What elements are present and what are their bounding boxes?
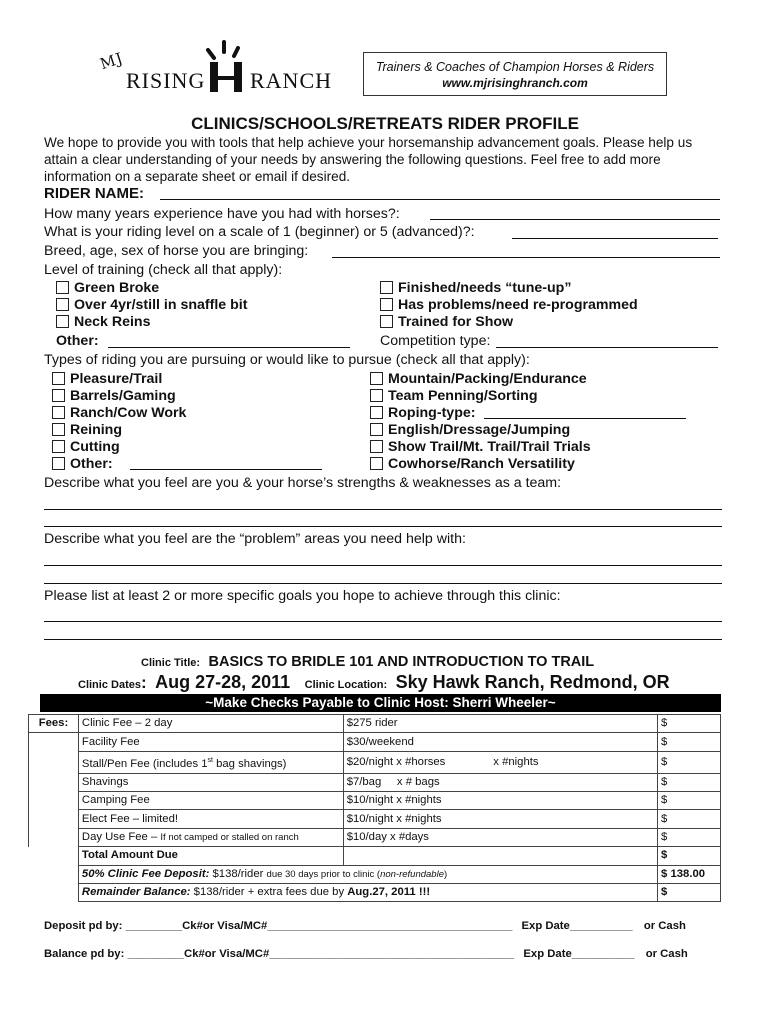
fee-item: Clinic Fee – 2 day [78,715,343,733]
checkbox[interactable] [380,298,393,311]
clinic-dates-label: Clinic Dates [78,679,141,691]
option-label: Over 4yr/still in snaffle bit [74,297,248,313]
fee-price: $30/weekend [343,733,657,751]
option-label: Cutting [70,439,120,455]
option-label: Ranch/Cow Work [70,405,187,421]
logo-h-icon [204,40,248,96]
checkbox[interactable] [52,440,65,453]
training-question: Level of training (check all that apply): [44,262,283,278]
balance-paid-row[interactable] [44,948,688,960]
total-amount[interactable]: $ [658,847,721,865]
other-field[interactable] [108,347,350,348]
problem-line[interactable] [44,583,722,584]
empty-cell [343,847,657,865]
horse-question: Breed, age, sex of horse you are bringing: [44,243,309,259]
balance-paid-text: Balance pd by: _________Ck#or Visa/MC#_______________________________________ [44,948,515,960]
fee-amount[interactable]: $ [658,810,721,828]
checkbox[interactable] [52,423,65,436]
deposit-note: ) [443,868,448,880]
fee-item: Camping Fee [78,791,343,809]
table-row [29,715,721,733]
fee-item-note: If not camped or stalled on ranch [160,831,299,843]
fee-item: Elect Fee – limited! [78,810,343,828]
clinic-location-label: Clinic Location: [304,679,388,691]
training-option[interactable] [380,280,571,298]
intro-line: We hope to provide you with tools that help achieve your horsemanship advancement goals. Please help us [44,135,693,150]
fee-item-text: Stall/Pen Fee (includes 1 [81,757,208,770]
checkbox[interactable] [370,372,383,385]
page-title: CLINICS/SCHOOLS/RETREATS RIDER PROFILE [191,114,579,133]
riding-option[interactable] [52,456,113,474]
horse-field[interactable] [332,257,720,258]
goals-line[interactable] [44,621,722,622]
empty-cell [29,865,79,883]
riding-other-field[interactable] [130,469,322,470]
option-label: Show Trail/Mt. Trail/Trail Trials [388,439,591,455]
fee-amount[interactable]: $ [658,715,721,733]
fee-price: $10/night x #nights [343,791,657,809]
riding-option[interactable] [370,405,475,423]
table-row [29,847,721,865]
checkbox[interactable] [56,315,69,328]
empty-cell [29,733,79,751]
training-option[interactable] [56,280,159,298]
rider-name-field[interactable] [160,199,720,200]
riding-option[interactable] [52,405,186,423]
fee-amount[interactable]: $ [658,828,721,846]
riding-option[interactable] [52,439,120,457]
tagline-box [363,52,667,96]
fee-price: $10/night x #nights [343,810,657,828]
years-question: How many years experience have you had with horses?: [44,206,400,222]
problem-question: Describe what you feel are the “problem” areas you need help with: [44,531,466,547]
riding-option[interactable] [370,371,587,389]
riding-option[interactable] [52,388,176,406]
checkbox[interactable] [370,457,383,470]
checkbox[interactable] [56,298,69,311]
deposit-exp-date: Exp Date__________ [521,920,633,932]
fee-amount[interactable]: $ [658,791,721,809]
table-row [29,773,721,791]
deposit-note: due 30 days prior to clinic ( [266,868,381,880]
goals-question: Please list at least 2 or more specific goals you hope to achieve through this clinic: [44,588,561,604]
fee-price [343,751,657,773]
checkbox[interactable] [370,406,383,419]
deposit-row [78,865,657,883]
logo-mj: MJ [97,48,126,74]
fees-label: Fees: [29,715,79,733]
remainder-date: Aug.27, 2011 !!! [347,886,431,899]
fee-item: Shavings [78,773,343,791]
riding-option[interactable] [52,371,162,389]
level-field[interactable] [512,238,718,239]
table-row [29,733,721,751]
empty-cell [29,847,79,865]
checkbox[interactable] [52,389,65,402]
strengths-line[interactable] [44,526,722,527]
fee-price: $10/day x #days [343,828,657,846]
checkbox[interactable] [52,406,65,419]
problem-line[interactable] [44,565,722,566]
intro-text [44,134,724,185]
rider-name-row [44,185,144,202]
fee-price: $7/bag x # bags [343,773,657,791]
remainder-text: $138/rider + extra fees due by [190,886,348,899]
remainder-amount[interactable]: $ [658,883,721,901]
riding-option[interactable] [370,388,538,406]
option-label: Reining [70,422,123,438]
fee-price-text: x #nights [493,755,539,768]
empty-cell [29,791,79,809]
training-option[interactable] [380,314,513,332]
fee-item-text: Day Use Fee – [81,830,161,843]
table-row [29,810,721,828]
riding-question: Types of riding you are pursuing or would like to pursue (check all that apply): [44,352,530,368]
rider-name-label: RIDER NAME: [44,185,144,202]
level-question: What is your riding level on a scale of 1 (beginner) or 5 (advanced)?: [44,224,475,240]
checkbox[interactable] [370,389,383,402]
intro-line: attain a clear understanding of your needs by answering the following questions. Feel free to add more [44,152,661,167]
option-label: Trained for Show [398,314,514,330]
years-field[interactable] [430,219,720,220]
strengths-question: Describe what you feel are you & your horse’s strengths & weaknesses as a team: [44,475,562,491]
website-url: www.mjrisinghranch.com [442,76,588,90]
option-label: Green Broke [74,280,160,296]
riding-option[interactable] [52,422,122,440]
competition-field[interactable] [496,347,718,348]
checkbox[interactable] [380,315,393,328]
strengths-line[interactable] [44,509,722,510]
remainder-label: Remainder Balance: [81,886,191,899]
empty-cell [29,828,79,846]
deposit-or-cash: or Cash [643,920,686,932]
fee-item: Facility Fee [78,733,343,751]
fee-price: $275 rider [343,715,657,733]
clinic-title-value: BASICS TO BRIDLE 101 AND INTRODUCTION TO TRAIL [208,654,595,670]
clinic-dates-value: Aug 27-28, 2011 [155,672,291,692]
checkbox[interactable] [52,372,65,385]
checkbox[interactable] [380,281,393,294]
deposit-paid-text: Deposit pd by: _________Ck#or Visa/MC#_______________________________________ [44,920,513,932]
competition-label: Competition type: [380,333,491,349]
goals-line[interactable] [44,639,722,640]
riding-option[interactable] [370,439,591,457]
option-label: Roping-type: [388,405,476,421]
option-label: Barrels/Gaming [70,388,176,404]
option-label: Has problems/need re-programmed [398,297,638,313]
remainder-row [78,883,657,901]
fee-amount[interactable]: $ [658,773,721,791]
checkbox[interactable] [52,457,65,470]
fee-item [78,828,343,846]
table-row [29,883,721,901]
option-label: Mountain/Packing/Endurance [388,371,587,387]
riding-option[interactable] [370,422,570,440]
empty-cell [29,751,79,773]
option-label: Pleasure/Trail [70,371,163,387]
deposit-note: non-refundable [380,868,444,880]
option-label: Other: [70,456,113,472]
option-label: English/Dressage/Jumping [388,422,571,438]
checkbox[interactable] [56,281,69,294]
fee-amount[interactable]: $ [658,733,721,751]
payable-banner: ~Make Checks Payable to Clinic Host: Sherri Wheeler~ [40,694,721,712]
deposit-text: $138/rider [209,867,267,880]
empty-cell [29,810,79,828]
clinic-title-label: Clinic Title: [141,657,201,669]
fee-item [78,751,343,773]
deposit-paid-row[interactable] [44,920,686,932]
fee-item-sup: st [207,756,213,764]
option-label: Finished/needs “tune-up” [398,280,572,296]
table-row [29,865,721,883]
table-row [29,751,721,773]
option-label: Cowhorse/Ranch Versatility [388,456,575,472]
deposit-amount[interactable]: $ 138.00 [658,865,721,883]
total-label: Total Amount Due [78,847,343,865]
training-option[interactable] [56,297,247,315]
clinic-dates-row [78,672,670,693]
option-label: Neck Reins [74,314,151,330]
table-row [29,791,721,809]
checkbox[interactable] [370,423,383,436]
checkbox[interactable] [370,440,383,453]
logo-ranch: RANCH [250,68,333,93]
tagline-text: Trainers & Coaches of Champion Horses & Riders [375,60,655,74]
fee-price-text: $20/night x #horses [346,755,446,768]
clinic-title-row [141,653,594,671]
fee-item-text: bag shavings) [212,757,287,770]
deposit-label: 50% Clinic Fee Deposit: [81,867,210,880]
option-label: Team Penning/Sorting [388,388,538,404]
table-row [29,828,721,846]
intro-line: information on a separate sheet or email if desired. [44,169,351,184]
roping-field[interactable] [484,418,686,419]
fees-table [28,714,721,902]
clinic-location-value: Sky Hawk Ranch, Redmond, OR [395,672,670,692]
training-option[interactable] [56,314,151,332]
riding-option[interactable] [370,456,575,474]
training-option[interactable] [380,297,638,315]
logo-rising: RISING [126,68,206,93]
balance-or-cash: or Cash [645,948,688,960]
empty-cell [29,773,79,791]
fee-amount[interactable]: $ [658,751,721,773]
clinic-dates-colon: : [140,673,147,692]
other-label: Other: [56,333,99,349]
empty-cell [29,883,79,901]
balance-exp-date: Exp Date__________ [523,948,635,960]
